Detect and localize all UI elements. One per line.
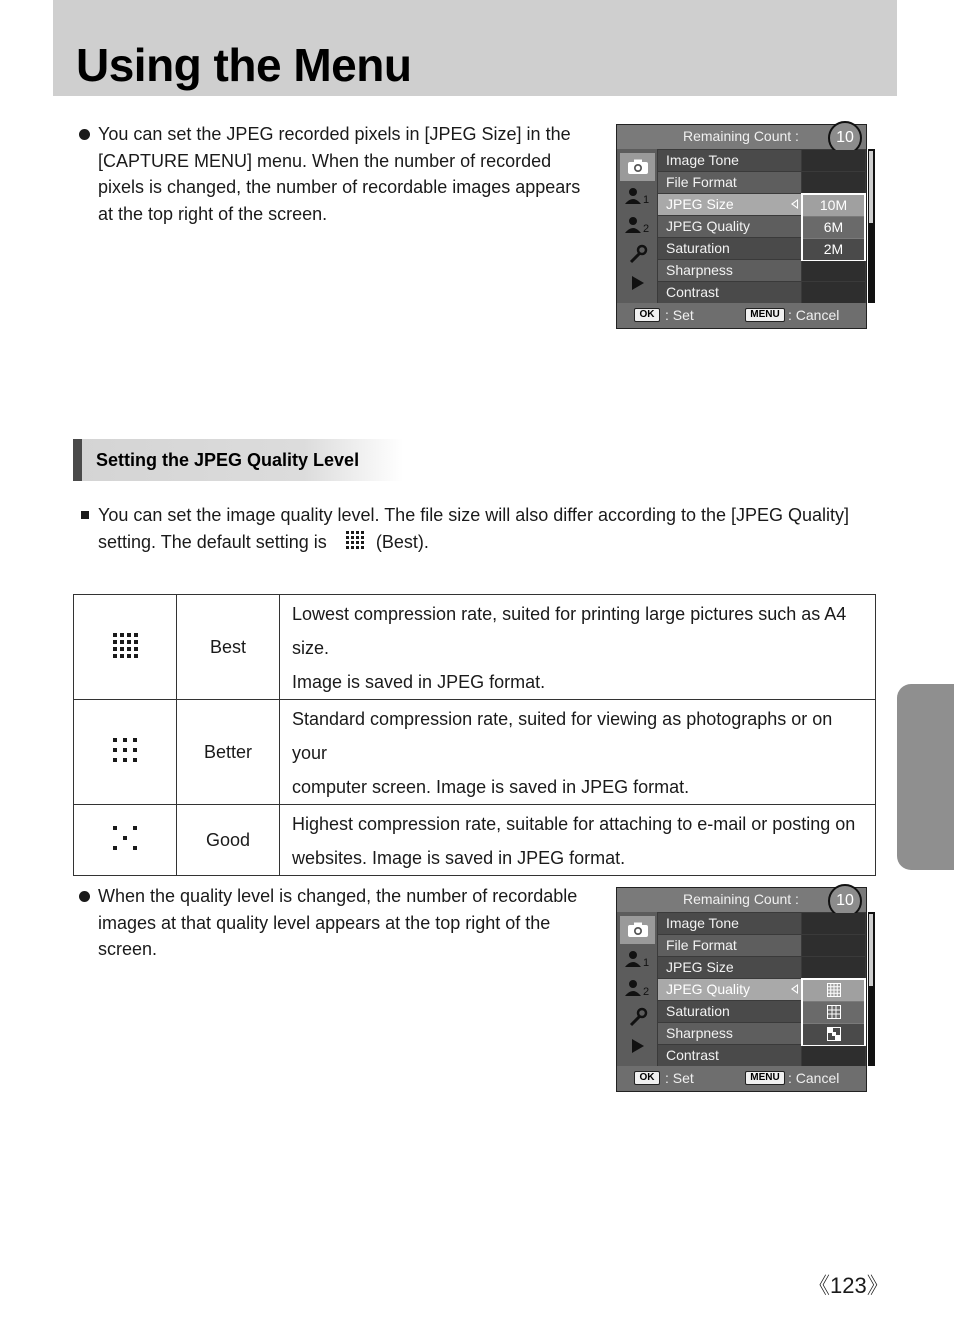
section-heading — [73, 439, 403, 481]
menu-item-label: JPEG Size — [666, 196, 734, 212]
user2-icon[interactable] — [620, 974, 655, 1002]
play-icon[interactable] — [620, 269, 655, 297]
menu-item-jpeg-size[interactable] — [658, 194, 801, 215]
description-line: Lowest compression rate, suited for printing large pictures such as A4 size. — [292, 604, 847, 658]
ok-key[interactable]: OK — [634, 1071, 660, 1085]
page-title: Using the Menu — [76, 39, 412, 91]
cancel-label: : Cancel — [788, 1070, 840, 1086]
value-cell — [802, 150, 865, 171]
value-cell — [802, 260, 865, 281]
left-arrow-icon — [791, 984, 798, 994]
svg-text:2: 2 — [642, 223, 649, 234]
remaining-count-label: Remaining Count : — [683, 128, 799, 144]
scrollbar[interactable] — [868, 912, 875, 1066]
ok-key[interactable]: OK — [634, 308, 660, 322]
description-line: Highest compression rate, suitable for attaching to e-mail or posting on — [292, 814, 856, 834]
bullet-square — [81, 511, 89, 519]
scrollbar[interactable] — [868, 149, 875, 303]
description-line: computer screen. Image is saved in JPEG format. — [292, 777, 690, 797]
quality-name: Good — [177, 805, 280, 876]
table-row — [74, 700, 876, 805]
menu-item-image-tone[interactable]: Image Tone — [658, 913, 801, 934]
description-line: Image is saved in JPEG format. — [292, 672, 546, 692]
chapter-side-tab — [897, 684, 954, 870]
quality-best-icon — [827, 983, 841, 997]
user1-icon[interactable] — [620, 182, 655, 210]
menu-footer — [617, 1066, 866, 1091]
menu-item-file-format[interactable]: File Format — [658, 172, 801, 193]
quality-description — [280, 805, 876, 876]
size-option-list — [801, 193, 866, 261]
quality-good-icon — [827, 1027, 841, 1041]
quality-name: Best — [177, 595, 280, 700]
description-line: Standard compression rate, suited for viewing as photographs or on your — [292, 709, 833, 763]
menu-key[interactable]: MENU — [745, 1071, 785, 1085]
table-row — [74, 595, 876, 700]
section-paragraph — [98, 502, 858, 556]
bullet-dot — [79, 891, 90, 902]
menu-tab-column — [617, 912, 657, 1066]
menu-item-image-tone[interactable]: Image Tone — [658, 150, 801, 171]
value-cell — [802, 172, 865, 193]
wrench-icon[interactable] — [620, 240, 655, 268]
left-arrow-icon — [791, 199, 798, 209]
value-cell — [802, 282, 865, 303]
camera-icon[interactable] — [620, 916, 655, 944]
option-best[interactable] — [803, 980, 864, 1001]
remaining-count-value: 10 — [828, 121, 862, 155]
section-heading-text: Setting the JPEG Quality Level — [96, 450, 360, 470]
set-label: : Set — [665, 307, 694, 323]
quality-table — [73, 594, 876, 876]
wrench-icon[interactable] — [620, 1003, 655, 1031]
user1-icon[interactable] — [620, 945, 655, 973]
heading-bar — [73, 439, 82, 481]
option-good[interactable] — [803, 1024, 864, 1045]
value-cell — [802, 913, 865, 934]
bullet-dot — [79, 129, 90, 140]
cancel-label: : Cancel — [788, 307, 840, 323]
menu-item-file-format[interactable]: File Format — [658, 935, 801, 956]
outro-text: When the quality level is changed, the number of recordable images at that quality level appears at the top right of the screen. — [98, 886, 578, 959]
quality-best-icon — [346, 530, 364, 557]
scrollbar-thumb[interactable] — [869, 914, 873, 986]
menu-item-sharpness[interactable]: Sharpness — [658, 260, 801, 281]
set-label: : Set — [665, 1070, 694, 1086]
option-10m[interactable]: 10M — [803, 195, 864, 216]
menu-item-jpeg-quality[interactable]: JPEG Quality — [658, 216, 801, 237]
camera-icon[interactable] — [620, 153, 655, 181]
quality-better-icon — [74, 700, 177, 805]
scrollbar-thumb[interactable] — [869, 151, 873, 223]
remaining-count-label: Remaining Count : — [683, 891, 799, 907]
title-band — [53, 0, 897, 96]
svg-text:1: 1 — [642, 957, 649, 968]
section-text-before: You can set the image quality level. The file size will also differ according to the [JPEG Quality] setting. The default setting is — [98, 505, 850, 552]
intro-text: You can set the JPEG recorded pixels in [JPEG Size] in the [CAPTURE MENU] menu. When the number of recorded pixels is changed, the number of recordable images appears at the top right of the screen. — [98, 124, 581, 224]
quality-description — [280, 595, 876, 700]
option-6m[interactable]: 6M — [803, 217, 864, 238]
option-better[interactable] — [803, 1002, 864, 1023]
menu-item-contrast[interactable]: Contrast — [658, 1045, 801, 1066]
quality-best-icon — [74, 595, 177, 700]
remaining-count-value: 10 — [828, 884, 862, 918]
value-cell — [802, 935, 865, 956]
intro-paragraph — [98, 121, 598, 227]
description-line: websites. Image is saved in JPEG format. — [292, 848, 626, 868]
user2-icon[interactable] — [620, 211, 655, 239]
quality-good-icon — [74, 805, 177, 876]
menu-item-label: JPEG Quality — [666, 981, 751, 997]
quality-better-icon — [827, 1005, 841, 1019]
page-number: 《123》 — [808, 1273, 889, 1298]
menu-footer — [617, 303, 866, 328]
menu-item-contrast[interactable]: Contrast — [658, 282, 801, 303]
menu-item-jpeg-size[interactable]: JPEG Size — [658, 957, 801, 978]
svg-text:2: 2 — [642, 986, 649, 997]
value-cell — [802, 1045, 865, 1066]
menu-item-sharpness[interactable]: Sharpness — [658, 1023, 801, 1044]
menu-tab-column — [617, 149, 657, 303]
svg-text:1: 1 — [642, 194, 649, 205]
menu-item-saturation[interactable]: Saturation — [658, 238, 801, 259]
value-cell — [802, 957, 865, 978]
quality-option-list — [801, 978, 866, 1046]
option-2m[interactable]: 2M — [803, 239, 864, 260]
quality-name: Better — [177, 700, 280, 805]
quality-description — [280, 700, 876, 805]
table-row — [74, 805, 876, 876]
camera-menu-screen-size — [616, 124, 867, 329]
outro-paragraph — [98, 883, 598, 963]
play-icon[interactable] — [620, 1032, 655, 1060]
camera-menu-screen-quality — [616, 887, 867, 1092]
menu-key[interactable]: MENU — [745, 308, 785, 322]
menu-item-jpeg-quality[interactable] — [658, 979, 801, 1000]
section-text-after: (Best). — [375, 531, 429, 552]
menu-item-saturation[interactable]: Saturation — [658, 1001, 801, 1022]
